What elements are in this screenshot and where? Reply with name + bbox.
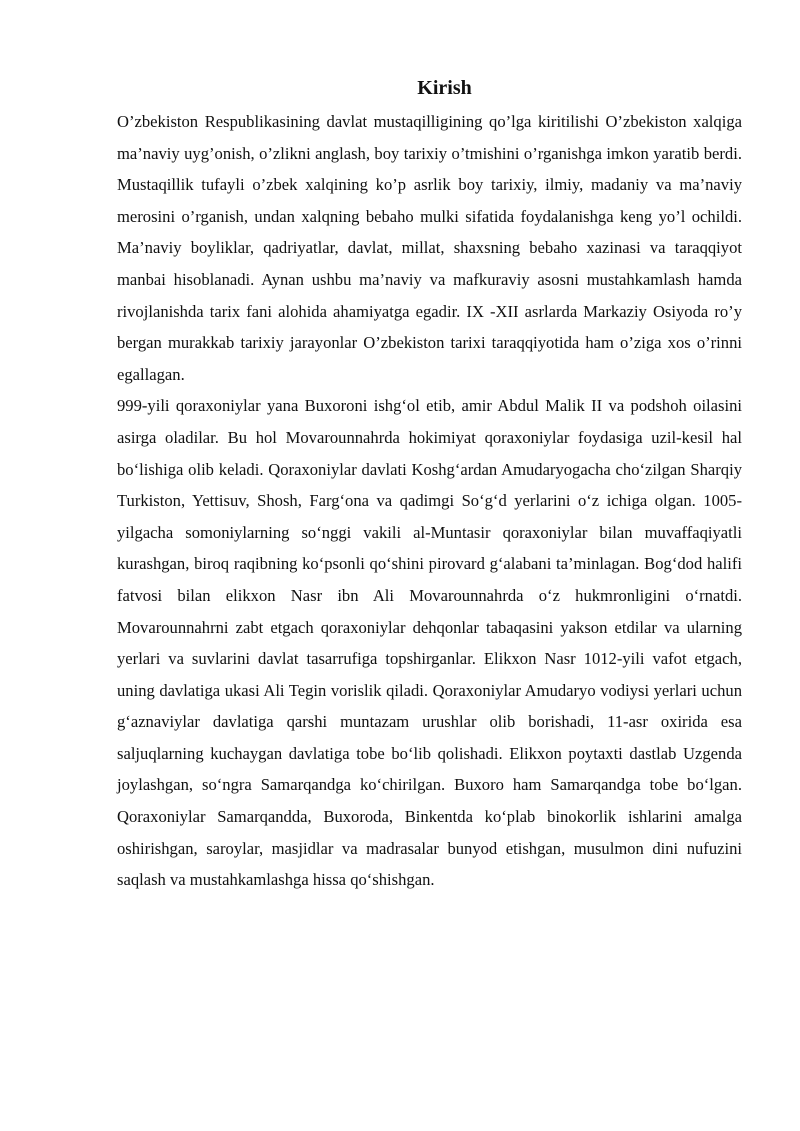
document-body: [117, 74, 742, 896]
paragraph-introduction: O’zbekiston Respublikasining davlat mustaqilligining qo’lga kiritilishi O’zbekiston xalqiga ma’naviy uyg’onish, o’zlikni anglash, boy tarixiy o’tmishini o’rganishga imkon yaratib berdi. Mustaqillik tufayli o’zbek xalqining ko’p asrlik boy tarixiy, ilmiy, madaniy va ma’naviy merosini o’rganish, undan xalqning bebaho mulki sifatida foydalanishga keng yo’l ochildi. Ma’naviy boyliklar, qadriyatlar, davlat, millat, shaxsning bebaho xazinasi va taraqqiyot manbai hisoblanadi. Aynan ushbu ma’naviy va mafkuraviy asosni mustahkamlash hamda rivojlanishda tarix fani alohida ahamiyatga egadir. IX -XII asrlarda Markaziy Osiyoda ro’y bergan murakkab tarixiy jarayonlar O’zbekiston tarixi taraqqiyotida ham o’ziga xos o’rinni egallagan.: [117, 112, 742, 384]
paragraph-qoraxoniylar: 999-yili qoraxoniylar yana Buxoroni ishg‘ol etib, amir Abdul Malik II va podshoh oilasini asirga oladilar. Bu hol Movarounnahrda hokimiyat qoraxoniylar foydasiga uzil-kesil hal bo‘lishiga olib keladi. Qoraxoniylar davlati Koshg‘ardan Amudaryogacha cho‘zilgan Sharqiy Turkiston, Yettisuv, Shosh, Farg‘ona va qadimgi So‘g‘d yerlarini o‘z ichiga olgan. 1005-yilgacha somoniylarning so‘nggi vakili al-Muntasir qoraxoniylar bilan muvaffaqiyatli kurashgan, biroq raqibning ko‘psonli qo‘shini pirovard g‘alabani ta’minlagan. Bog‘dod halifi fatvosi bilan elikxon Nasr ibn Ali Movarounnahrda o‘z hukmronligini o‘rnatdi. Movarounnahrni zabt etgach qoraxoniylar dehqonlar tabaqasini yakson etdilar va ularning yerlari va suvlarini davlat tasarrufiga topshirganlar. Elikxon Nasr 1012-yili vafot etgach, uning davlatiga ukasi Ali Tegin vorislik qiladi. Qoraxoniylar Amudaryo vodiysi yerlari uchun g‘aznaviylar davlatiga qarshi muntazam urushlar olib borishadi, 11-asr oxirida esa saljuqlarning kuchaygan davlatiga tobe bo‘lib qolishadi. Elikxon poytaxti dastlab Uzgenda joylashgan, so‘ngra Samarqandga ko‘chirilgan. Buxoro ham Samarqandga tobe bo‘lgan. Qoraxoniylar Samarqandda, Buxoroda, Binkentda ko‘plab binokorlik ishlarini amalga oshirishgan, saroylar, masjidlar va madrasalar bunyod etishgan, musulmon dini nufuzini saqlash va mustahkamlashga hissa qo‘shishgan.: [117, 396, 742, 890]
page-title: Kirish: [417, 77, 472, 99]
